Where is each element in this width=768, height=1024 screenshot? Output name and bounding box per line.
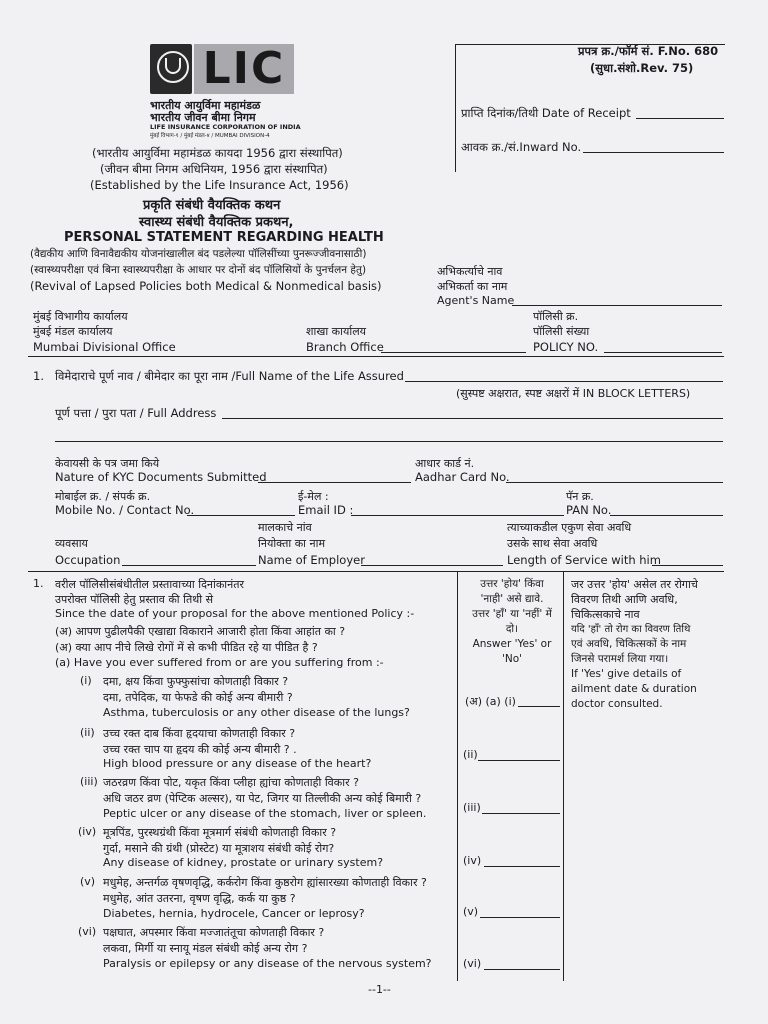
occupation-label: Occupation: [55, 553, 121, 567]
item-hindi: गुर्दा, मसाने की ग्रंथी (प्रोस्टेट) या मूत्राशय संबंधी कोई रोग?: [103, 842, 335, 855]
item-english: Peptic ulcer or any disease of the stomach, liver or spleen.: [103, 807, 427, 820]
full-name-field[interactable]: [405, 381, 723, 382]
item-number: (ii): [80, 726, 95, 739]
item-english: Asthma, tuberculosis or any other disease of the lungs?: [103, 706, 410, 719]
item-hindi: लकवा, मिर्गी या स्नायू मंडल संबंधी कोई अन्य रोग ?: [103, 942, 308, 955]
established-marathi: (भारतीय आयुर्विमा महामंडळ कायदा 1956 द्वारा संस्थापित): [92, 146, 343, 160]
branch-office-marathi: शाखा कार्यालय: [306, 325, 367, 338]
section2-intro-marathi: वरील पॉलिसीसंबंधीतील प्रस्तावाच्या दिनांकानंतर: [55, 578, 245, 591]
branch-office-field[interactable]: [381, 352, 526, 353]
subtitle-hindi: (स्वास्थ्यपरीक्षा एवं बिना स्वास्थ्यपरीक्षा के आधार पर दोनों बंद पॉलिसियों के पुनर्चलन हेतु): [30, 264, 367, 276]
item-hindi: अधि जठर व्रण (पेप्टिक अल्सर), या पेट, जिगर या तिल्लीकी अन्य कोई बिमारी ?: [103, 792, 422, 805]
service-length-hindi: उसके साथ सेवा अवधि: [507, 537, 598, 550]
item-english: Diabetes, hernia, hydrocele, Cancer or leprosy?: [103, 907, 365, 920]
date-of-receipt-label: प्राप्ति दिनांक/तिथी Date of Receipt: [461, 106, 631, 120]
agent-name-hindi: अभिकर्ता का नाम: [437, 280, 508, 293]
item-english: Paralysis or epilepsy or any disease of the nervous system?: [103, 957, 432, 970]
pan-marathi: पॅन क्र.: [566, 490, 594, 503]
logo-text: LIC: [194, 44, 294, 94]
answer-label: (अ) (a) (i): [465, 695, 516, 708]
form-revision: (सुधा.संशो.Rev. 75): [590, 61, 694, 75]
answer-field-iv[interactable]: [484, 866, 560, 867]
item-number: (vi): [78, 925, 97, 938]
lic-logo: [150, 44, 295, 96]
item-number: (i): [80, 674, 92, 687]
answer-label: (v): [463, 905, 479, 918]
employer-field[interactable]: [361, 565, 503, 566]
policy-no-hindi: पॉलिसी संख्या: [533, 325, 590, 338]
employer-marathi: मालकाचे नांव: [258, 521, 312, 534]
section2-number: 1.: [33, 577, 44, 590]
item-marathi: दमा, क्षय किंवा फुफ्फुसांचा कोणताही विकार ?: [103, 675, 289, 688]
answer-label: (iv): [463, 854, 482, 867]
answer-field-ii[interactable]: [478, 760, 560, 761]
mobile-label: Mobile No. / Contact No.: [55, 503, 195, 517]
division-label: मुंबई विभाग-१ / मुंबई मंडल-४ / MUMBAI DIVISION-4: [150, 133, 270, 139]
mobile-marathi: मोबाईल क्र. / संपर्क क्र.: [55, 490, 151, 503]
subtitle-english: (Revival of Lapsed Policies both Medical & Nonmedical basis): [30, 279, 382, 293]
inward-no-field[interactable]: [583, 152, 724, 153]
answer-column-header: उत्तर 'होय' किंवा 'नाही' असे द्यावे. उत्तर 'हॉं' या 'नहीं' में दो। Answer 'Yes' or 'No': [472, 578, 552, 665]
item-hindi: उच्च रक्त चाप या हृदय की कोई अन्य बीमारी ? .: [103, 743, 297, 756]
employer-label: Name of Employer: [258, 553, 365, 567]
answer-field-vi[interactable]: [484, 969, 560, 970]
aadhar-field[interactable]: [506, 482, 723, 483]
answer-label: (ii): [463, 748, 478, 761]
kyc-docs-label: Nature of KYC Documents Submitted: [55, 470, 267, 484]
title-marathi: प्रकृति संबंधी वैयक्तिक कथन: [143, 198, 281, 213]
email-field[interactable]: [351, 515, 564, 516]
pan-field[interactable]: [610, 515, 723, 516]
branch-office-label: Branch Office: [306, 340, 384, 354]
divisional-office-marathi: मुंबई विभागीय कार्यालय: [33, 310, 128, 323]
section2-intro-hindi: उपरोक्त पॉलिसी हेतु प्रस्ताव की तिथी से: [55, 593, 214, 606]
divisional-office-label: Mumbai Divisional Office: [33, 340, 176, 354]
answer-label: (iii): [463, 801, 481, 814]
details-column-header: जर उत्तर 'होय' असेल तर रोगाचे विवरण तिथी आणि अवधि, चिकित्सकाचे नाव यदि 'हॉं' तो रोग का विवरण तिथि एवं अवधि, चिकित्सकों के नाम जिनसे परामर्श लिया गया। If 'Yes' give details of ailment date & duration doctor consulted.: [571, 578, 698, 710]
question-a-english: (a) Have you ever suffered from or are you suffering from :-: [55, 656, 384, 669]
policy-no-label: POLICY NO.: [533, 340, 599, 354]
kyc-docs-field[interactable]: [258, 482, 411, 483]
item-marathi: पक्षघात, अपस्मार किंवा मज्जातंतूचा कोणताही विकार ?: [103, 926, 325, 939]
divisional-office-hindi: मुंबई मंडल कार्यालय: [33, 325, 113, 338]
item-number: (iv): [78, 825, 97, 838]
form-number: प्रपत्र क्र./फॉर्म सं. F.No. 680: [578, 44, 719, 58]
org-name-hindi: भारतीय जीवन बीमा निगम: [150, 111, 256, 124]
item-marathi: जठरव्रण किंवा पोट, यकृत किंवा प्लीहा ह्यांचा कोणताही विकार ?: [103, 776, 359, 789]
policy-no-marathi: पॉलिसी क्र.: [533, 310, 579, 323]
item-marathi: मूत्रपिंड, पुरस्थग्रंथी किंवा मूत्रमार्ग संबंधी कोणताही विकार ?: [103, 826, 337, 839]
answer-field-v[interactable]: [480, 917, 560, 918]
question-a-marathi: (अ) आपण पुढीलपैकी एखाद्या विकाराने आजारी होता किंवा आहांत का ?: [55, 625, 346, 638]
employer-hindi: नियोक्ता का नाम: [258, 537, 326, 550]
email-label: Email ID :: [298, 503, 354, 517]
service-length-marathi: त्याच्याकडील एकुण सेवा अवधि: [507, 521, 632, 534]
item-english: Any disease of kidney, prostate or urinary system?: [103, 856, 384, 869]
occupation-marathi: व्यवसाय: [55, 537, 88, 550]
aadhar-label: Aadhar Card No.: [415, 470, 510, 484]
address-field-1[interactable]: [222, 418, 723, 419]
inward-no-label: आवक क्र./सं.Inward No.: [461, 140, 582, 154]
answer-label: (vi): [463, 957, 482, 970]
page-title: PERSONAL STATEMENT REGARDING HEALTH: [64, 230, 384, 245]
org-name-marathi: भारतीय आयुर्विमा महामंडळ: [150, 99, 261, 112]
mobile-field[interactable]: [187, 515, 295, 516]
full-address-label: पूर्ण पत्ता / पुरा पता / Full Address: [55, 406, 217, 420]
block-letters-note: (सुस्पष्ट अक्षरात, स्पष्ट अक्षरों में IN BLOCK LETTERS): [456, 387, 691, 400]
pan-label: PAN No.: [566, 503, 612, 517]
full-name-label: विमेदाराचे पूर्ण नाव / बीमेदार का पूरा नाम /Full Name of the Life Assured: [55, 369, 404, 383]
section2-intro-english: Since the date of your proposal for the above mentioned Policy :-: [55, 607, 415, 620]
agent-name-field[interactable]: [512, 305, 722, 306]
item-marathi: मधुमेह, अन्तर्गळ वृषणवृद्धि, कर्करोग किंवा कुष्ठरोग ह्यांसारख्या कोणताही विकार ?: [103, 876, 427, 889]
established-hindi: (जीवन बीमा निगम अधिनियम, 1956 द्वारा संस्थापित): [100, 162, 328, 176]
service-length-label: Length of Service with him: [507, 553, 661, 567]
item-number: (iii): [80, 775, 98, 788]
item-number: (v): [80, 875, 96, 888]
item-marathi: उच्च रक्त दाब किंवा हृदयाचा कोणताही विकार ?: [103, 727, 296, 740]
page-number: --1--: [368, 983, 391, 996]
established-english: (Established by the Life Insurance Act, 1956): [90, 178, 349, 192]
item-english: High blood pressure or any disease of the heart?: [103, 757, 372, 770]
item-hindi: मधुमेह, आंत उतरना, वृषण वृद्धि, कर्क या कुष्ठ ?: [103, 892, 296, 905]
agent-name-label: Agent's Name: [437, 294, 515, 307]
org-name-english: LIFE INSURANCE CORPORATION OF INDIA: [150, 123, 301, 131]
question-a-hindi: (अ) क्या आप नीचे लिखे रोगों में से कभी पीडित रहे या पीडित है ?: [55, 641, 318, 654]
policy-no-field[interactable]: [604, 352, 722, 353]
date-of-receipt-field[interactable]: [636, 118, 724, 119]
service-length-field[interactable]: [652, 565, 723, 566]
kyc-docs-marathi: केवायसी के पत्र जमा किये: [55, 457, 160, 470]
email-marathi: ई-मेल :: [298, 490, 329, 503]
lic-emblem-icon: [150, 44, 192, 94]
answer-field-i[interactable]: [518, 706, 560, 707]
q1-number: 1.: [33, 369, 44, 383]
address-field-2[interactable]: [55, 441, 723, 442]
item-hindi: दमा, तपेदिक, या फेफडे की कोई अन्य बीमारी ?: [103, 691, 293, 704]
aadhar-marathi: आधार कार्ड नं.: [415, 457, 475, 470]
answer-field-iii[interactable]: [482, 813, 560, 814]
title-hindi: स्वास्थ्य संबंधी वैयक्तिक प्रकथन,: [139, 215, 294, 230]
agent-name-marathi: अभिकर्त्याचे नाव: [437, 265, 503, 278]
subtitle-marathi: (वैद्यकीय आणि विनावैद्यकीय योजनांखालील बंद पडलेल्या पॉलिसींच्या पुनरूज्जीवनासाठी): [30, 248, 367, 260]
occupation-field[interactable]: [122, 565, 256, 566]
